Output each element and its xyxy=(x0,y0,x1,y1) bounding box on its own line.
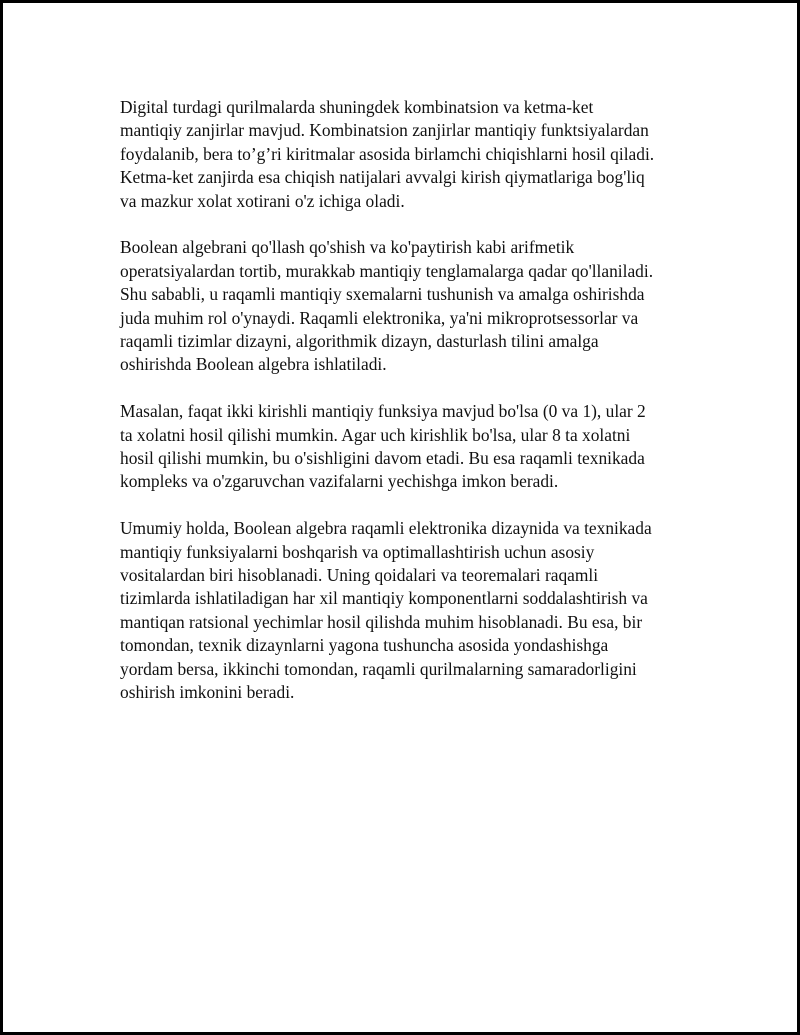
paragraph xyxy=(120,236,690,376)
text-line: Masalan, faqat ikki kirishli mantiqiy funksiya mavjud bo'lsa (0 va 1), ular 2 xyxy=(120,401,646,422)
text-line: hosil qilishi mumkin, bu o'sishligini davom etadi. Bu esa raqamli texnikada xyxy=(120,448,645,469)
text-line: foydalanib, bera to’g’ri kiritmalar asosida birlamchi chiqishlarni hosil qiladi. xyxy=(120,143,655,164)
text-line: mantiqiy zanjirlar mavjud. Kombinatsion zanjirlar mantiqiy funktsiyalardan xyxy=(120,120,649,141)
text-line: Umumiy holda, Boolean algebra raqamli elektronika dizaynida va texnikada xyxy=(120,518,652,539)
document-body xyxy=(120,96,690,728)
text-line: Shu sababli, u raqamli mantiqiy sxemalarni tushunish va amalga oshirishda xyxy=(120,284,645,305)
text-line: Ketma-ket zanjirda esa chiqish natijalari avvalgi kirish qiymatlariga bog'liq xyxy=(120,167,645,188)
text-line: tizimlarda ishlatiladigan har xil mantiqiy komponentlarni soddalashtirish va xyxy=(120,588,648,609)
text-line: vositalardan biri hisoblanadi. Uning qoidalari va teoremalari raqamli xyxy=(120,565,599,586)
text-line: kompleks va o'zgaruvchan vazifalarni yechishga imkon beradi. xyxy=(120,471,559,492)
text-line: mantiqan ratsional yechimlar hosil qilishda muhim hisoblanadi. Bu esa, bir xyxy=(120,611,643,632)
text-line: oshirish imkonini beradi. xyxy=(120,682,295,703)
text-line: operatsiyalardan tortib, murakkab mantiqiy tenglamalarga qadar qo'llaniladi. xyxy=(120,260,654,281)
text-line: tomondan, texnik dizaynlarni yagona tushuncha asosida yondashishga xyxy=(120,635,609,656)
paragraph xyxy=(120,517,690,704)
text-line: juda muhim rol o'ynaydi. Raqamli elektronika, ya'ni mikroprotsessorlar va xyxy=(120,307,639,328)
text-line: mantiqiy funksiyalarni boshqarish va optimallashtirish uchun asosiy xyxy=(120,541,595,562)
paragraph xyxy=(120,96,690,213)
text-line: yordam bersa, ikkinchi tomondan, raqamli qurilmalarning samaradorligini xyxy=(120,658,637,679)
text-line: ta xolatni hosil qilishi mumkin. Agar uch kirishlik bo'lsa, ular 8 ta xolatni xyxy=(120,424,631,445)
text-line: oshirishda Boolean algebra ishlatiladi. xyxy=(120,354,387,375)
paragraph xyxy=(120,400,690,494)
text-line: Boolean algebrani qo'llash qo'shish va ko'paytirish kabi arifmetik xyxy=(120,237,575,258)
text-line: raqamli tizimlar dizayni, algorithmik dizayn, dasturlash tilini amalga xyxy=(120,331,599,352)
text-line: va mazkur xolat xotirani o'z ichiga oladi. xyxy=(120,190,405,211)
text-line: Digital turdagi qurilmalarda shuningdek kombinatsion va ketma-ket xyxy=(120,97,594,117)
